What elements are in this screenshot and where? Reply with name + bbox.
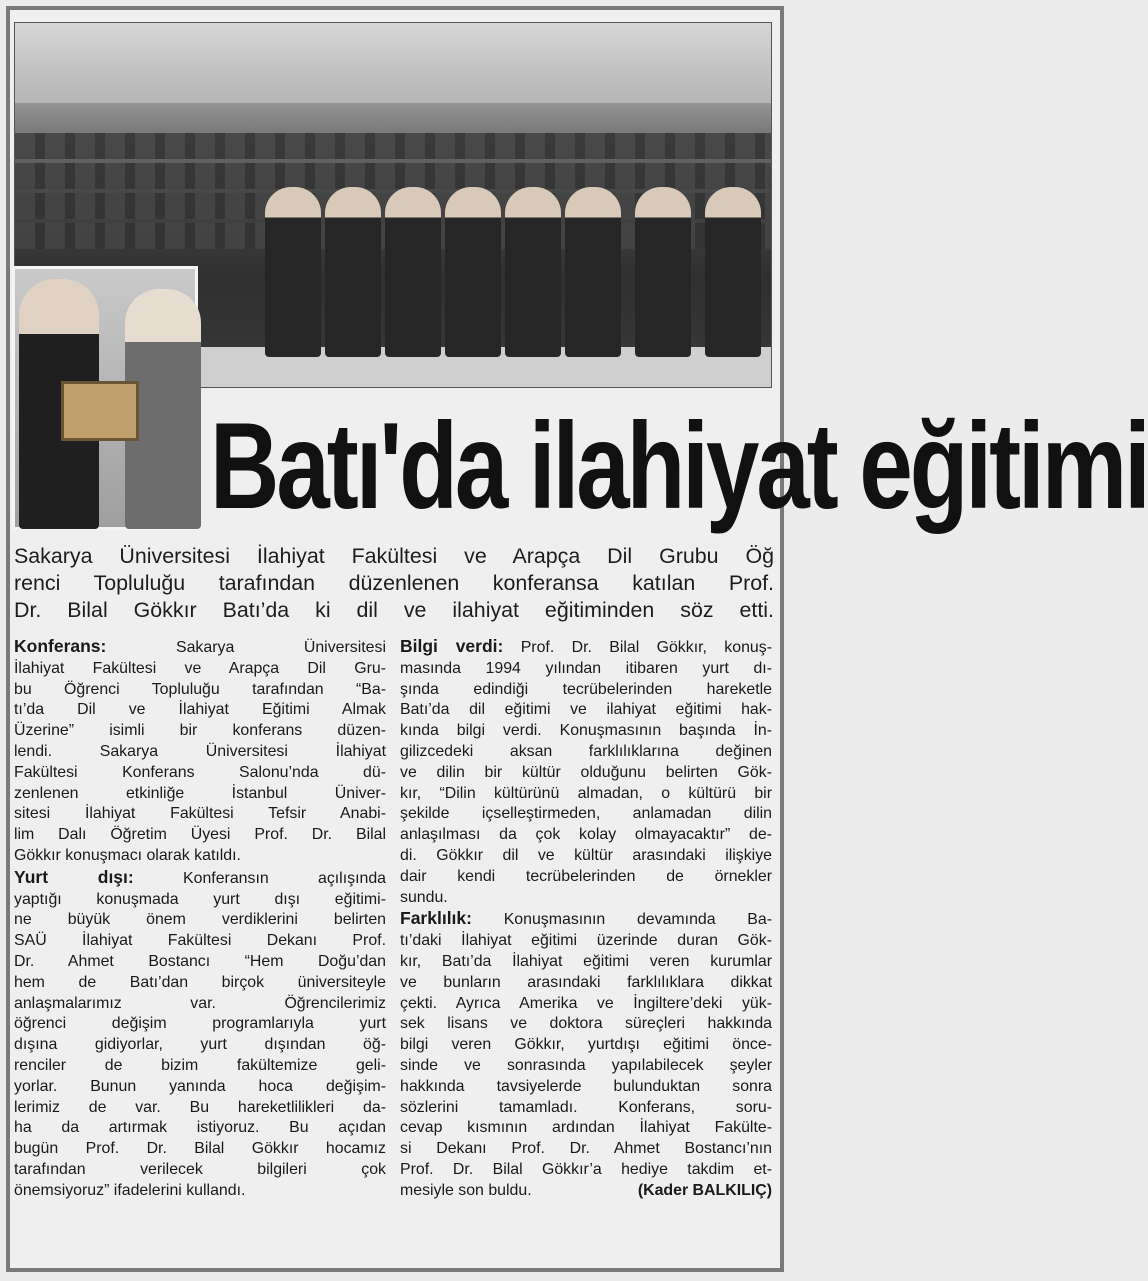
section-line: gilizcedeki aksan farklılıklarına değinen [400,742,772,760]
section-line: yaptığı konuşmada yurt dışı eğitimi- [14,890,386,908]
section-line: önemsiyoruz” ifadelerini kullandı. [14,1181,246,1199]
section-line: sek lisans ve doktora süreçleri hakkında [400,1015,772,1033]
section-line: di. Gökkır dil ve kültür arasındaki ilişkiye [400,846,772,864]
section-line: şekilde içselleştirmeden, anlamadan dilin [400,805,772,823]
section-text: Sakarya Üniversitesi [175,639,386,656]
section-line: tı’daki İlahiyat eğitimi üzerinde duran Gök- [400,932,772,950]
section-line: lim Dalı Öğretim Üyesi Prof. Dr. Bilal [14,826,386,844]
section-line: Dr. Ahmet Bostancı “Hem Doğu’dan [14,952,386,970]
article-section [14,636,386,867]
article-section [400,908,772,1201]
section-line: tarafından verilecek bilgileri çok [14,1160,386,1178]
section-line: ve dilin bir kültür olduğunu belirten Gök- [400,763,772,781]
lead-line: Dr. Bilal Gökkır Batı’da ki dil ve ilahiyat eğitiminden söz etti. [14,598,774,622]
section-line: kında bilgi verdi. Konuşmasının başında İn- [400,722,772,740]
section-line: sinde ve sonrasında yapılabilecek şeyler [400,1056,772,1074]
headline: Batı'da ilahiyat eğitimi [210,397,1148,535]
section-line: Gökkır konuşmacı olarak katıldı. [14,846,241,864]
section-first-line [400,636,772,659]
section-line: sitesi İlahiyat Fakültesi Tefsir Anabi- [14,805,386,823]
section-line [400,1181,772,1202]
section-line: si Dekanı Prof. Dr. Ahmet Bostancı’nın [400,1140,772,1158]
lead-paragraph [14,543,774,624]
section-text: Konuşmasının devamında Ba- [503,911,773,929]
section-line: lerimiz de var. Bu hareketlilikleri da- [14,1098,386,1116]
section-text: mesiyle son buldu. [400,1181,532,1199]
section-line: Batı’da dil eğitimi ve ilahiyat eğitimi hak- [400,701,772,719]
section-first-line [400,908,772,931]
article-section [400,636,772,908]
section-line: zenlenen etkinliğe İstanbul Üniver- [14,784,386,802]
section-line: dair kendi tecrübelerinden de örnekler [400,867,772,885]
section-line: kır, “Dilin kültürünü almadan, o kültürü bir [400,784,772,802]
section-line: sözlerini tamamladı. Konferans, soru- [400,1098,772,1116]
right-column [400,636,772,1202]
section-line: İlahiyat Fakültesi ve Arapça Dil Gru- [14,659,386,677]
section-first-line [14,867,386,890]
section-line: bu Öğrenci Topluluğu tarafından “Ba- [14,680,386,698]
section-line: ha da artırmak istiyoruz. Bu açıdan [14,1119,386,1137]
section-line: sundu. [400,888,448,906]
section-keyword: Konferans: [14,636,107,656]
section-line: yorlar. Bunun yanında hoca değişim- [14,1077,386,1095]
section-line: ve bunların arasındaki farklılıklara dikkat [400,973,772,991]
section-line: çekti. Ayrıca Amerika ve İngiltere’deki yük- [400,994,772,1012]
gift-presentation-photo [12,266,198,530]
section-line: lendi. Sakarya Üniversitesi İlahiyat [14,742,386,760]
section-line: şında edindiği tecrübelerinden hareketle [400,680,772,698]
section-line: bugün Prof. Dr. Bilal Gökkır hocamız [14,1140,386,1158]
lead-line: renci Topluluğu tarafından düzenlenen konferansa katılan Prof. [14,571,774,595]
section-line: tı’da Dil ve İlahiyat Eğitimi Almak [14,701,386,719]
section-keyword: Farklılık: [400,908,472,929]
section-first-line [14,636,386,659]
section-text: Prof. Dr. Bilal Gökkır, konuş- [520,639,772,656]
section-line: renciler de bizim fakültemize geli- [14,1056,386,1074]
article-section [14,867,386,1202]
section-line: Fakültesi Konferans Salonu’nda dü- [14,763,386,781]
section-line: hakkında tavsiyelerde bulunduktan sonra [400,1077,772,1095]
lead-line: Sakarya Üniversitesi İlahiyat Fakültesi ve Arapça Dil Grubu Öğ [14,544,774,568]
section-line: kır, Batı’da İlahiyat eğitimi veren kurumlar [400,952,772,970]
section-line: anlaşılması da çok kolay olmayacaktır” de- [400,826,772,844]
section-line: dışına gidiyorlar, yurt dışından öğ- [14,1036,386,1054]
section-line: Prof. Dr. Bilal Gökkır’a hediye takdim et- [400,1160,772,1178]
section-line: cevap kısmının ardından İlahiyat Fakülte- [400,1119,772,1137]
section-line: masında 1994 yılından itibaren yurt dı- [400,659,772,677]
section-keyword: Bilgi verdi: [400,636,504,656]
section-line: öğrenci değişim programlarıyla yurt [14,1015,386,1033]
section-line: anlaşmalarımız var. Öğrencilerimiz [14,994,386,1012]
section-line: bilgi veren Gökkır, yurtdışı eğitimi önce- [400,1036,772,1054]
section-text: Konferansın açılışında [183,869,386,887]
author-byline: (Kader BALKILIÇ) [637,1181,772,1199]
section-line: ne büyük önem verdiklerini belirten [14,911,386,929]
left-column [14,636,386,1202]
section-line: hem de Batı’dan birçok üniversiteyle [14,973,386,991]
section-keyword: Yurt dışı: [14,866,134,887]
section-line: SAÜ İlahiyat Fakültesi Dekanı Prof. [14,932,386,950]
section-line: Üzerine” isimli bir konferans düzen- [14,722,386,740]
